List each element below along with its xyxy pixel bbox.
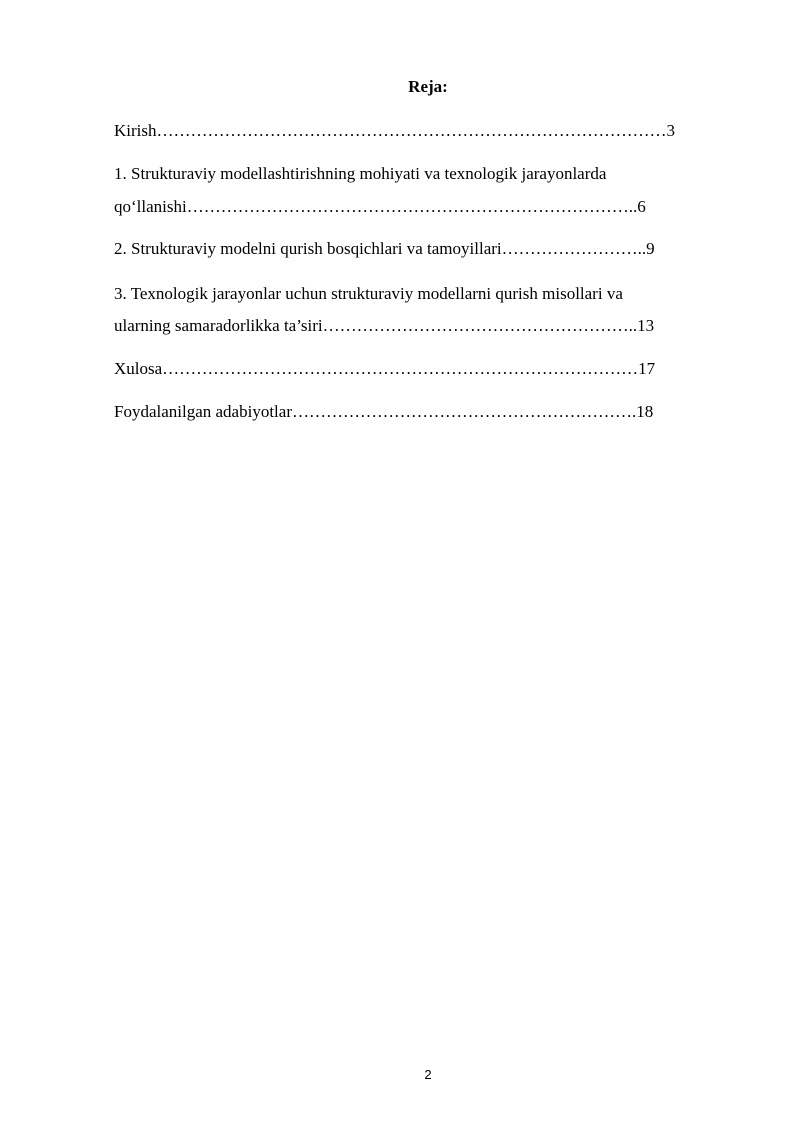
toc-entry-1-line-2: qo‘llanishi……………………………………………………………………..6 bbox=[114, 197, 646, 216]
toc-entry-3-line-1: 3. Texnologik jarayonlar uchun strukturaviy modellarni qurish misollari va bbox=[114, 284, 623, 303]
page-number: 2 bbox=[424, 1067, 432, 1082]
toc-entry-1-line-1: 1. Strukturaviy modellashtirishning mohiyati va texnologik jarayonlarda bbox=[114, 164, 607, 183]
page-title: Reja: bbox=[408, 77, 448, 96]
toc-entry-kirish: Kirish………………………………………………………………………………3 bbox=[114, 121, 675, 140]
toc-entry-xulosa: Xulosa…………………………………………………………………………17 bbox=[114, 359, 656, 378]
toc-entry-adabiyotlar: Foydalanilgan adabiyotlar…………………………………………………….18 bbox=[114, 402, 654, 421]
toc-entry-3-line-2: ularning samaradorlikka ta’siri………………………………………………..13 bbox=[114, 316, 655, 335]
toc-entry-2: 2. Strukturaviy modelni qurish bosqichlari va tamoyillari……………………..9 bbox=[114, 239, 655, 258]
